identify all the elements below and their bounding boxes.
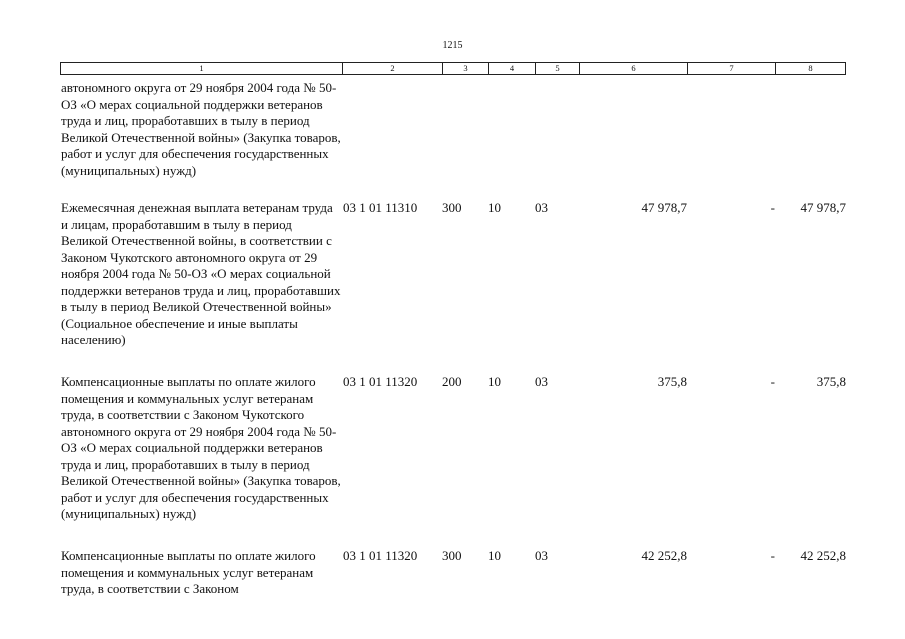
table-row xyxy=(60,374,846,548)
row-code: 03 1 01 11320 xyxy=(343,374,418,389)
table-row xyxy=(60,200,846,374)
row-total: 375,8 xyxy=(816,374,846,389)
row-code: 03 1 01 11320 xyxy=(343,548,418,563)
header-col-7: 7 xyxy=(688,63,776,74)
header-col-8: 8 xyxy=(808,63,813,73)
row-description: Компенсационные выплаты по оплате жилого помещения и коммунальных услуг ветеранам труда, в соответствии с Законом xyxy=(61,548,316,596)
header-col-3: 3 xyxy=(443,63,489,74)
row-type: 300 xyxy=(442,200,462,215)
table-row xyxy=(60,80,846,200)
row-amount: 375,8 xyxy=(657,374,687,389)
row-subsection: 03 xyxy=(535,374,548,389)
row-total: 42 252,8 xyxy=(800,548,846,563)
row-section: 10 xyxy=(488,200,501,215)
header-col-2: 2 xyxy=(343,63,443,74)
page-number: 1215 xyxy=(442,40,463,51)
row-code: 03 1 01 11310 xyxy=(343,200,418,215)
row-section: 10 xyxy=(488,548,501,563)
header-col-5: 5 xyxy=(536,63,580,74)
row-section: 10 xyxy=(488,374,501,389)
row-change: - xyxy=(770,374,775,389)
header-col-1: 1 xyxy=(61,63,343,74)
table-header xyxy=(60,62,846,75)
row-description: Ежемесячная денежная выплата ветеранам труда и лицам, проработавшим в тылу в период Великой Отечественной войны, в соответствии с Законом Чукотского автономного округа от 29 ноября 2004 года № 50-ОЗ «О мерах социальной поддержки ветеранов труда и лиц, проработавших в тылу в период Великой Отечественной войны» (Социальное обеспечение и иные выплаты населению) xyxy=(61,200,341,347)
table-row xyxy=(60,548,846,604)
row-type: 300 xyxy=(442,548,462,563)
row-amount: 47 978,7 xyxy=(641,200,687,215)
row-type: 200 xyxy=(442,374,462,389)
row-change: - xyxy=(770,548,775,563)
header-col-6: 6 xyxy=(580,63,688,74)
row-subsection: 03 xyxy=(535,548,548,563)
header-col-4: 4 xyxy=(489,63,536,74)
table-body xyxy=(60,80,846,604)
row-change: - xyxy=(770,200,775,215)
row-total: 47 978,7 xyxy=(800,200,846,215)
row-description: автономного округа от 29 ноября 2004 года № 50-ОЗ «О мерах социальной поддержки ветеранов труда и лиц, проработавших в тылу в период Великой Отечественной войны» (Закупка товаров, работ и услуг для обеспечения государственных (муниципальных) нужд) xyxy=(61,80,341,178)
row-description: Компенсационные выплаты по оплате жилого помещения и коммунальных услуг ветеранам труда, в соответствии с Законом Чукотского автономного округа от 29 ноября 2004 года № 50-ОЗ «О мерах социальной поддержки ветеранов труда и лиц, проработавших в тылу в период Великой Отечественной войны» (Закупка товаров, работ и услуг для обеспечения государственных (муниципальных) нужд) xyxy=(61,374,341,521)
row-subsection: 03 xyxy=(535,200,548,215)
row-amount: 42 252,8 xyxy=(641,548,687,563)
